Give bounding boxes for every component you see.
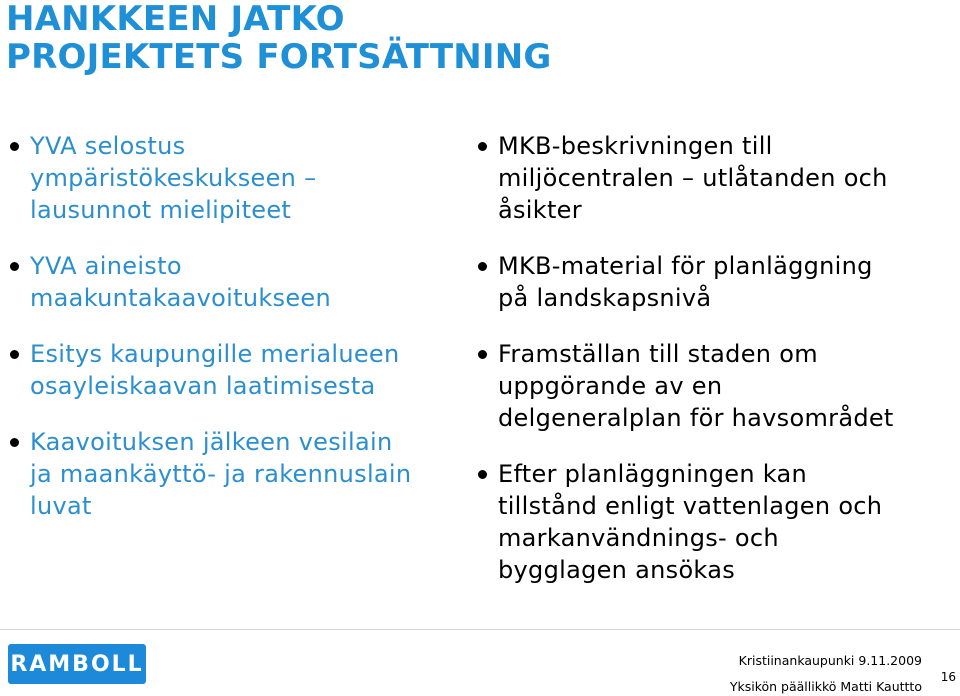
bullet-line: ympäristökeskukseen –: [30, 164, 317, 192]
bullet-item: [10, 130, 450, 226]
swedish-bullet-list: [478, 130, 958, 586]
bullet-line: Esitys kaupungille merialueen: [30, 340, 400, 368]
bullet-line: maakuntakaavoitukseen: [30, 284, 332, 312]
bullet-dot-icon: [478, 262, 487, 271]
title-line-swedish: PROJEKTETS FORTSÄTTNING: [6, 37, 552, 77]
left-column-finnish: [10, 130, 450, 546]
bullet-line: åsikter: [498, 196, 582, 224]
bullet-line: YVA aineisto: [30, 252, 182, 280]
ramboll-logo: [8, 644, 146, 684]
bullet-line: delgeneralplan för havsområdet: [498, 404, 894, 432]
slide-title: [6, 0, 552, 76]
bullet-item: [478, 250, 958, 314]
right-column-swedish: [478, 130, 958, 610]
bullet-line: Efter planläggningen kan: [498, 460, 808, 488]
bullet-dot-icon: [478, 350, 487, 359]
bullet-dot-icon: [478, 470, 487, 479]
title-line-finnish: HANKKEEN JATKO: [6, 0, 345, 39]
bullet-line: YVA selostus: [30, 132, 186, 160]
bullet-line: miljöcentralen – utlåtanden och: [498, 164, 888, 192]
bullet-line: markanvändnings- och: [498, 524, 779, 552]
bullet-line: MKB-material för planläggning: [498, 252, 873, 280]
bullet-item: [10, 250, 450, 314]
bullet-line: Framställan till staden om: [498, 340, 818, 368]
finnish-bullet-list: [10, 130, 450, 522]
bullet-item: [478, 338, 958, 434]
bullet-dot-icon: [10, 262, 19, 271]
bullet-line: osayleiskaavan laatimisesta: [30, 372, 376, 400]
bullet-line: Kaavoituksen jälkeen vesilain: [30, 428, 393, 456]
footer-presenter: Yksikön päällikkö Matti Kauttto: [729, 679, 922, 694]
bullet-line: bygglagen ansökas: [498, 556, 736, 584]
page-number: 16: [940, 670, 956, 684]
bullet-line: luvat: [30, 492, 92, 520]
bullet-line: tillstånd enligt vattenlagen och: [498, 492, 883, 520]
bullet-line: uppgörande av en: [498, 372, 723, 400]
bullet-dot-icon: [10, 350, 19, 359]
footer-place-date: Kristiinankaupunki 9.11.2009: [738, 653, 922, 668]
bullet-item: [10, 426, 450, 522]
footer-divider: [0, 629, 960, 630]
bullet-line: lausunnot mielipiteet: [30, 196, 292, 224]
bullet-line: MKB-beskrivningen till: [498, 132, 773, 160]
bullet-line: ja maankäyttö- ja rakennuslain: [30, 460, 412, 488]
bullet-item: [478, 458, 958, 586]
bullet-item: [478, 130, 958, 226]
bullet-dot-icon: [10, 142, 19, 151]
bullet-item: [10, 338, 450, 402]
bullet-dot-icon: [10, 438, 19, 447]
bullet-dot-icon: [478, 142, 487, 151]
bullet-line: på landskapsnivå: [498, 284, 712, 312]
logo-text: RAMBOLL: [10, 651, 144, 677]
